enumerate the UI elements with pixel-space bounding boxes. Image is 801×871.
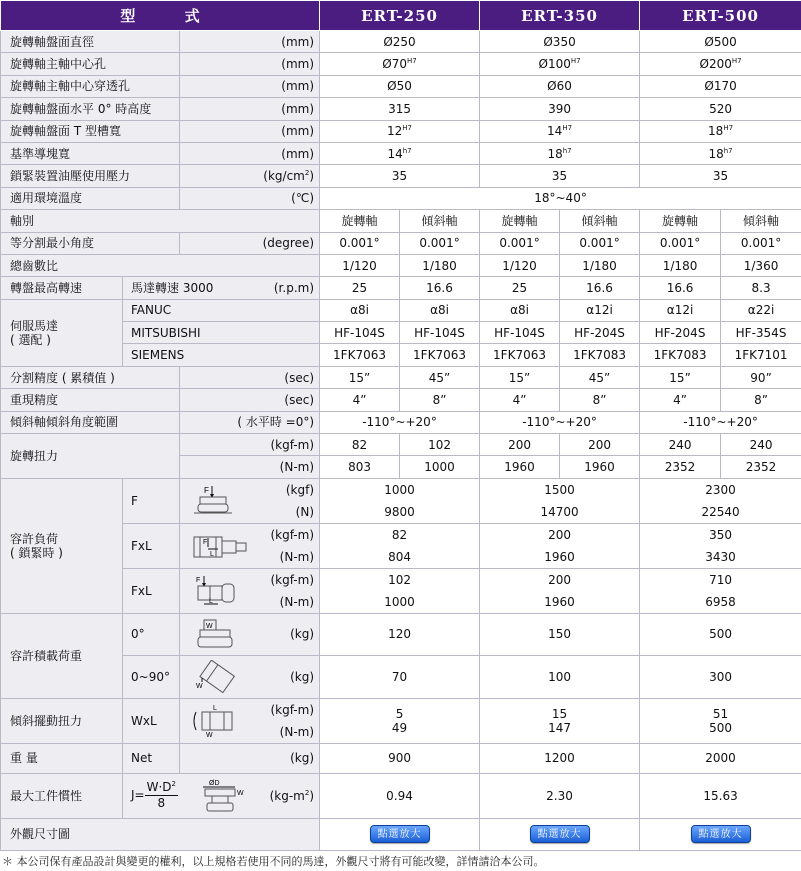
value-cell: 150 <box>480 613 640 655</box>
load-fxl-side-diagram-icon <box>190 574 252 608</box>
row-label: 伺服馬達 ( 選配 ) <box>1 299 123 366</box>
value-cell: -110°~+20° <box>320 411 480 433</box>
value-cell: 25 <box>480 277 560 299</box>
value-cell: 1/180 <box>400 254 480 276</box>
value-cell: α22i <box>721 299 801 321</box>
dims-cell <box>320 818 480 850</box>
payload-angle: 0~90° <box>123 655 180 698</box>
svg-text:F: F <box>203 538 208 546</box>
svg-text:L: L <box>210 550 214 558</box>
load-fxl-diagram-icon <box>190 529 252 563</box>
axis-tilt: 傾斜軸 <box>400 210 480 232</box>
row-unit: (℃) <box>180 187 320 209</box>
load-fxl-label: FxL <box>123 568 180 613</box>
load-fxl-unit: F L (kgf-m) (N-m) <box>180 568 320 613</box>
value-cell: 1FK7063 <box>400 344 480 366</box>
value-cell: 1/120 <box>480 254 560 276</box>
load-f-diagram-icon <box>190 484 252 518</box>
value-cell: 1960 <box>560 456 640 478</box>
row-repeat <box>1 389 801 411</box>
footnote: ＊ 本公司保有產品設計與變更的權利，以上規格若使用不同的馬達，外觀尺寸將有可能改變，詳情請洽本公司。 <box>2 855 545 868</box>
row-label: 容許積載荷重 <box>1 613 123 698</box>
value-cell: 45” <box>560 366 640 388</box>
row-tilt-range <box>1 411 801 433</box>
tilt-torque-diagram-icon <box>190 704 252 738</box>
svg-text:F: F <box>196 576 201 584</box>
value-cell: α8i <box>320 299 400 321</box>
value-cell: 0.001° <box>400 232 480 254</box>
row-dims <box>1 818 801 850</box>
value-cell: 240 <box>721 434 801 456</box>
value-cell: 4” <box>320 389 400 411</box>
value-cell: 1FK7063 <box>480 344 560 366</box>
row-guide <box>1 142 801 164</box>
axis-rotary: 旋轉軸 <box>640 210 721 232</box>
row-axis <box>1 210 801 232</box>
value-cell: 4” <box>480 389 560 411</box>
row-unit: (sec) <box>180 366 320 388</box>
value-cell: 1FK7083 <box>560 344 640 366</box>
payload-tilted-diagram-icon <box>190 660 252 694</box>
value-cell: 240 <box>640 434 721 456</box>
row-unit: ( 水平時 =0°) <box>180 411 320 433</box>
value-cell: 45” <box>400 366 480 388</box>
value-cell: 0.001° <box>320 232 400 254</box>
value-cell: 51 500 <box>640 698 801 743</box>
model-ert-350: ERT-350 <box>480 1 640 31</box>
model-ert-500: ERT-500 <box>640 1 801 31</box>
value-cell: 120 <box>320 613 480 655</box>
header-row <box>1 1 801 31</box>
svg-text:F: F <box>204 485 209 495</box>
row-label: 旋轉軸主軸中心孔 <box>1 53 180 75</box>
value-cell: 1000 9800 <box>320 478 480 523</box>
value-cell: 200 1960 <box>480 568 640 613</box>
row-unit: (mm) <box>180 120 320 142</box>
value-cell: 1200 <box>480 743 640 773</box>
value-cell: 35 <box>640 165 801 187</box>
svg-text:W: W <box>196 682 203 690</box>
payload-unit: W (kg) <box>180 613 320 655</box>
value-cell: $18^{h7}$ <box>640 142 801 164</box>
svg-text:ØD: ØD <box>208 779 220 787</box>
value-cell: 102 1000 <box>320 568 480 613</box>
value-cell: 710 6958 <box>640 568 801 613</box>
row-label: 重 量 <box>1 743 123 773</box>
axis-tilt: 傾斜軸 <box>560 210 640 232</box>
value-cell: 300 <box>640 655 801 698</box>
value-cell: 200 <box>480 434 560 456</box>
value-cell: Ø500 <box>640 31 801 53</box>
value-cell: α12i <box>560 299 640 321</box>
row-label: 旋轉扭力 <box>1 434 180 479</box>
row-servo-fanuc <box>1 299 801 321</box>
value-cell: 1FK7101 <box>721 344 801 366</box>
row-face-dia <box>1 31 801 53</box>
value-cell: 70 <box>320 655 480 698</box>
value-cell: 8” <box>721 389 801 411</box>
model-header: 型 式 <box>1 1 320 31</box>
value-cell: HF-104S <box>320 322 400 344</box>
row-load-f <box>1 478 801 523</box>
value-cell: Ø50 <box>320 75 480 97</box>
value-cell: $Ø200^{H7}$ <box>640 53 801 75</box>
tilt-torque-unit: L W (kgf-m) (N-m) <box>180 698 320 743</box>
value-cell: 803 <box>320 456 400 478</box>
value-cell: $Ø100^{H7}$ <box>480 53 640 75</box>
value-cell: Ø170 <box>640 75 801 97</box>
value-cell: 1960 <box>480 456 560 478</box>
value-cell: 102 <box>400 434 480 456</box>
load-f-unit: F (kgf) (N) <box>180 478 320 523</box>
zoom-button-ert-350[interactable]: 點選放大 <box>530 825 590 843</box>
value-cell: 15 147 <box>480 698 640 743</box>
value-cell: 2.30 <box>480 773 640 818</box>
value-cell: 5 49 <box>320 698 480 743</box>
payload-flat-diagram-icon <box>190 617 252 651</box>
dims-cell <box>640 818 801 850</box>
row-tslot <box>1 120 801 142</box>
value-cell: 1/120 <box>320 254 400 276</box>
payload-unit: W (kg) <box>180 655 320 698</box>
value-cell: $18^{H7}$ <box>640 120 801 142</box>
row-label: 旋轉軸主軸中心穿透孔 <box>1 75 180 97</box>
value-cell: 18°~40° <box>320 187 801 209</box>
value-cell: 900 <box>320 743 480 773</box>
value-cell: 315 <box>320 98 480 120</box>
value-cell: 2352 <box>721 456 801 478</box>
servo-brand: FANUC <box>123 299 320 321</box>
value-cell: 0.001° <box>721 232 801 254</box>
row-unit: (degree) <box>180 232 320 254</box>
row-unit: (mm) <box>180 98 320 120</box>
row-payload-0 <box>1 613 801 655</box>
row-label: 旋轉軸盤面水平 0° 時高度 <box>1 98 180 120</box>
row-label: 總齒數比 <box>1 254 320 276</box>
value-cell: 35 <box>320 165 480 187</box>
row-label: 鎖緊裝置油壓使用壓力 <box>1 165 180 187</box>
value-cell: HF-354S <box>721 322 801 344</box>
row-unit: (mm) <box>180 142 320 164</box>
row-label: 軸別 <box>1 210 320 232</box>
value-cell: 82 <box>320 434 400 456</box>
row-unit: $(kg/cm^2)$ <box>180 165 320 187</box>
value-cell: 16.6 <box>560 277 640 299</box>
svg-text:W: W <box>206 623 213 631</box>
servo-brand: MITSUBISHI <box>123 322 320 344</box>
inertia-formula: J= $\frac{W\cdot D^2}{8}$ ØD W $(kg-m^2)$ <box>123 773 320 818</box>
row-label: 分割精度 ( 累積值 ) <box>1 366 180 388</box>
model-ert-250: ERT-250 <box>320 1 480 31</box>
value-cell: 15” <box>480 366 560 388</box>
value-cell: 2300 22540 <box>640 478 801 523</box>
row-label: 適用環境溫度 <box>1 187 180 209</box>
value-cell: 1/180 <box>640 254 721 276</box>
value-cell: 8” <box>560 389 640 411</box>
row-max-speed <box>1 277 801 299</box>
zoom-button-ert-500[interactable]: 點選放大 <box>691 825 751 843</box>
row-gear <box>1 254 801 276</box>
value-cell: α8i <box>400 299 480 321</box>
value-cell: -110°~+20° <box>480 411 640 433</box>
value-cell: 4” <box>640 389 721 411</box>
row-min-angle <box>1 232 801 254</box>
row-label: 基準導塊寬 <box>1 142 180 164</box>
value-cell: $18^{h7}$ <box>480 142 640 164</box>
value-cell: $14^{H7}$ <box>480 120 640 142</box>
row-label: 容許負荷 ( 鎖緊時 ) <box>1 478 123 613</box>
row-inertia <box>1 773 801 818</box>
value-cell: HF-204S <box>560 322 640 344</box>
row-tilt-torque <box>1 698 801 743</box>
value-cell: 1FK7083 <box>640 344 721 366</box>
row-pressure <box>1 165 801 187</box>
row-through-hole <box>1 75 801 97</box>
row-unit: (mm) <box>180 31 320 53</box>
value-cell: 25 <box>320 277 400 299</box>
value-cell: 1/360 <box>721 254 801 276</box>
row-center-hole <box>1 53 801 75</box>
value-cell: 1500 14700 <box>480 478 640 523</box>
value-cell: Ø250 <box>320 31 480 53</box>
value-cell: 8.3 <box>721 277 801 299</box>
row-label: 重現精度 <box>1 389 180 411</box>
value-cell: $14^{h7}$ <box>320 142 480 164</box>
value-cell: 15” <box>320 366 400 388</box>
row-label: 傾斜軸傾斜角度範圍 <box>1 411 180 433</box>
value-cell: 0.001° <box>560 232 640 254</box>
value-cell: Ø350 <box>480 31 640 53</box>
value-cell: 100 <box>480 655 640 698</box>
value-cell: α12i <box>640 299 721 321</box>
weight-name: Net <box>123 743 180 773</box>
row-height <box>1 98 801 120</box>
value-cell: 0.001° <box>480 232 560 254</box>
value-cell: $12^{H7}$ <box>320 120 480 142</box>
value-cell: 90” <box>721 366 801 388</box>
axis-tilt: 傾斜軸 <box>721 210 801 232</box>
row-temp <box>1 187 801 209</box>
value-cell: 82 804 <box>320 523 480 568</box>
value-cell: 520 <box>640 98 801 120</box>
value-cell: 200 <box>560 434 640 456</box>
value-cell: 35 <box>480 165 640 187</box>
axis-rotary: 旋轉軸 <box>320 210 400 232</box>
row-label: 等分割最小角度 <box>1 232 180 254</box>
row-label: 外觀尺寸圖 <box>1 818 320 850</box>
value-cell: 15.63 <box>640 773 801 818</box>
inertia-diagram-icon <box>199 778 249 814</box>
zoom-button-ert-250[interactable]: 點選放大 <box>370 825 430 843</box>
value-cell: HF-204S <box>640 322 721 344</box>
value-cell: 2000 <box>640 743 801 773</box>
value-cell: 2352 <box>640 456 721 478</box>
svg-text:W: W <box>236 789 244 797</box>
payload-angle: 0° <box>123 613 180 655</box>
tilt-torque-name: WxL <box>123 698 180 743</box>
load-fxl-unit: F L (kgf-m) (N-m) <box>180 523 320 568</box>
value-cell: 16.6 <box>400 277 480 299</box>
value-cell: 15” <box>640 366 721 388</box>
servo-brand: SIEMENS <box>123 344 320 366</box>
value-cell: 200 1960 <box>480 523 640 568</box>
svg-text:L: L <box>209 597 213 605</box>
row-label: 最大工件慣性 <box>1 773 123 818</box>
value-cell: HF-104S <box>480 322 560 344</box>
axis-rotary: 旋轉軸 <box>480 210 560 232</box>
load-f-label: F <box>123 478 180 523</box>
row-label: 旋轉軸盤面直徑 <box>1 31 180 53</box>
dims-cell <box>480 818 640 850</box>
value-cell: 1000 <box>400 456 480 478</box>
row-torque-kgf <box>1 434 801 456</box>
value-cell: 390 <box>480 98 640 120</box>
row-unit: (mm) <box>180 53 320 75</box>
value-cell: 1FK7063 <box>320 344 400 366</box>
value-cell: $Ø70^{H7}$ <box>320 53 480 75</box>
value-cell: 0.94 <box>320 773 480 818</box>
row-unit: (sec) <box>180 389 320 411</box>
value-cell: 500 <box>640 613 801 655</box>
row-unit: (N-m) <box>180 456 320 478</box>
row-unit: (mm) <box>180 75 320 97</box>
row-accuracy <box>1 366 801 388</box>
svg-text:W: W <box>206 731 213 738</box>
value-cell: -110°~+20° <box>640 411 801 433</box>
value-cell: 16.6 <box>640 277 721 299</box>
value-cell: α8i <box>480 299 560 321</box>
sub-label: 馬達轉速 3000 (r.p.m) <box>123 277 320 299</box>
value-cell: Ø60 <box>480 75 640 97</box>
value-cell: HF-104S <box>400 322 480 344</box>
row-unit: (kg) <box>180 743 320 773</box>
load-fxl-label: FxL <box>123 523 180 568</box>
row-label: 傾斜擺動扭力 <box>1 698 123 743</box>
svg-text:L: L <box>213 704 217 712</box>
row-label: 旋轉軸盤面 T 型槽寬 <box>1 120 180 142</box>
value-cell: 350 3430 <box>640 523 801 568</box>
row-weight <box>1 743 801 773</box>
value-cell: 0.001° <box>640 232 721 254</box>
row-unit: (kgf-m) <box>180 434 320 456</box>
row-label: 轉盤最高轉速 <box>1 277 123 299</box>
value-cell: 8” <box>400 389 480 411</box>
value-cell: 1/180 <box>560 254 640 276</box>
